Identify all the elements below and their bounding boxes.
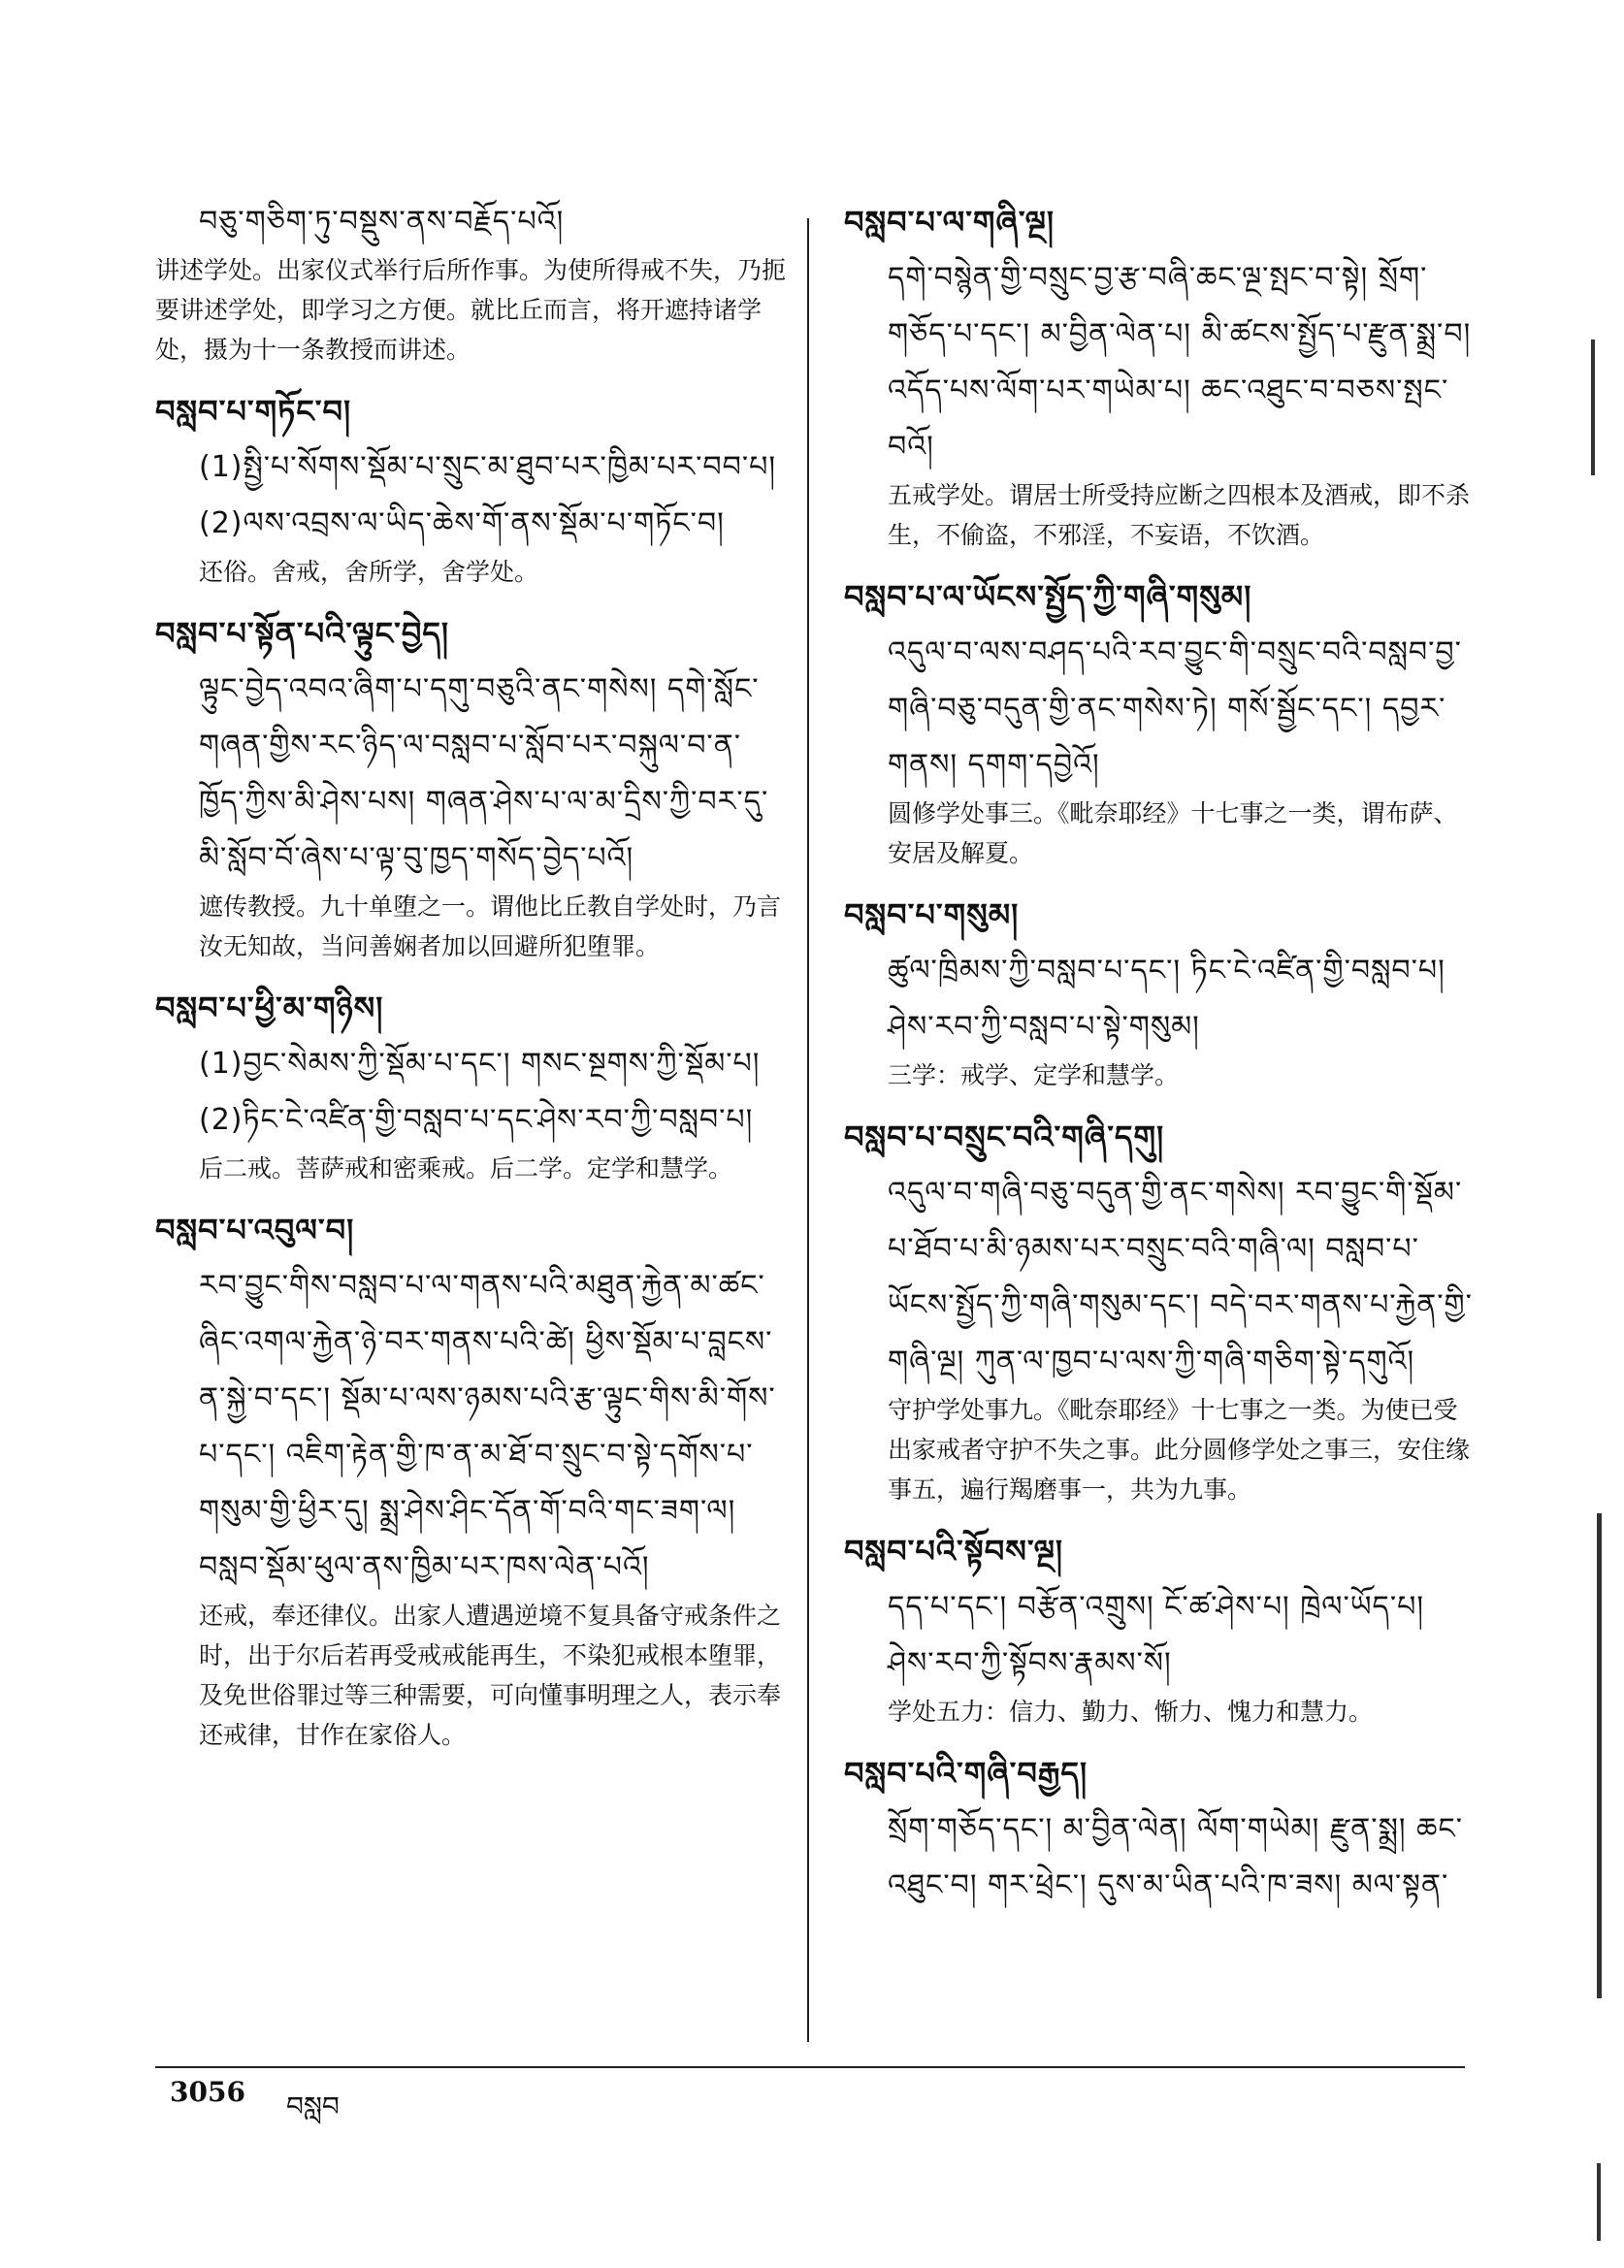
entry-body-tibetan: འདུལ་བ་གཞི་བཅུ་བདུན་གྱི་ནང་གསེས། རབ་བྱུང་གི་སྡོམ་པ་ཐོབ་པ་མི་ཉམས་པར་བསྲུང་བའི་གཞི་ལ། བསླབ་པ་ཡོངས་སྤྱོད་ཀྱི་གཞི་གསུམ་དང་། བདེ་བར་གནས་པ་རྐྱེན་གྱི་གཞི་ལྔ། ཀུན་ལ་ཁྱབ་པ་ལས་ཀྱི་གཞི་གཅིག་སྟེ་དགུའོ། [888,1176,1473,1378]
entry-11 [844,1745,1475,1914]
entry-body-chinese: 守护学处事九。《毗奈耶经》十七事之一类。为使已受出家戒者守护不失之事。此分圆修学处之事三，安住缘事五，遍行羯磨事一，共为九事。 [888,1396,1471,1504]
entry-body-tibetan: འདུལ་བ་ལས་བཤད་པའི་རབ་བྱུང་གི་བསྲུང་བའི་བསླབ་བྱ་གཞི་བཅུ་བདུན་གྱི་ནང་གསེས་ཏེ། གསོ་སྦྱོང་དང་། དབྱར་གནས། དགག་དབྱེའོ། [888,635,1462,782]
entry-headword: བསླབ་པ་ཕྱི་མ་གཉིས། [155,989,384,1026]
entry-body-tibetan: ཚུལ་ཁྲིམས་ཀྱི་བསླབ་པ་དང་། ཏིང་ངེ་འཛིན་གྱི་བསླབ་པ། ཤེས་རབ་ཀྱི་བསླབ་པ་སྟེ་གསུམ། [888,954,1445,1044]
entry-body-tibetan: (1)སྤྱི་པ་སོགས་སྡོམ་པ་སྲུང་མ་ཐུབ་པར་ཁྱིམ་པར་བབ་པ། (2)ལས་འབྲས་ལ་ཡིད་ཆེས་གོ་ནས་སྡོམ་པ་གཏོང་བ། [199,450,777,540]
scan-edge-mark [1597,2163,1601,2241]
footer-rule [155,2066,1465,2068]
entry-2 [155,383,786,592]
entry-9 [844,1109,1475,1509]
entry-headword: བསླབ་པ་བསྲུང་བའི་གཞི་དགུ། [844,1118,1165,1155]
entry-headword: བསླབ་པའི་གཞི་བརྒྱད། [844,1755,1088,1792]
entry-body-chinese: 讲述学处。出家仪式举行后所作事。为使所得戒不失，乃扼要讲述学处，即学习之方便。就比丘而言，将开遮持诸学处，摄为十一条教授而讲述。 [155,256,787,364]
entry-headword: བསླབ་པ་སྟོན་པའི་ལྟུང་བྱེད། [155,615,449,652]
scan-edge-mark [1597,1513,1602,1998]
entry-headword: བསླབ་པ་ལ་གཞི་ལྔ། [844,204,1056,241]
entry-body-tibetan: རབ་བྱུང་གིས་བསླབ་པ་ལ་གནས་པའི་མཐུན་རྐྱེན་མ་ཚང་ཞིང་འགལ་རྐྱེན་ཉེ་བར་གནས་པའི་ཚེ། ཕྱིས་སྡོམ་པ་བླངས་ན་སྐྱེ་བ་དང་། སྡོམ་པ་ལས་ཉམས་པའི་རྩ་ལྟུང་གིས་མི་གོས་པ་དང་། འཇིག་རྟེན་གྱི་ཁ་ན་མ་ཐོ་བ་སྲུང་བ་སྟེ་དགོས་པ་གསུམ་གྱི་ཕྱིར་དུ། སྨྲ་ཤེས་ཤིང་དོན་གོ་བའི་གང་ཟག་ལ། བསླབ་སྡོམ་ཕུལ་ནས་ཁྱིམ་པར་ཁས་ལེན་པའོ། [199,1269,776,1584]
entry-headword: བསླབ་པའི་སྟོབས་ལྔ། [844,1533,1064,1570]
entry-headword: བསླབ་པ་གསུམ། [844,896,1020,933]
entry-body-chinese: 遮传教授。九十单堕之一。谓他比丘教自学处时，乃言汝无知故，当问善娴者加以回避所犯堕罪。 [199,892,782,960]
entry-body-tibetan: བཅུ་གཅིག་ཏུ་བསྡུས་ནས་བརྗོད་པའོ། [199,205,565,239]
entry-8 [844,887,1475,1095]
entry-6 [844,194,1475,555]
entry-headword: བསླབ་པ་འབུལ་བ། [155,1212,355,1248]
entry-1 [155,194,786,370]
left-column [155,194,786,1768]
entry-body-chinese: 圆修学处事三。《毗奈耶经》十七事之一类，谓布萨、安居及解夏。 [888,799,1458,867]
entry-10 [844,1523,1475,1732]
entry-headword: བསླབ་པ་ལ་ཡོངས་སྤྱོད་ཀྱི་གཞི་གསུམ། [844,578,1252,615]
entry-body-chinese: 三学：戒学、定学和慧学。 [888,1061,1180,1089]
entry-7 [844,568,1475,873]
scan-edge-mark [1591,340,1595,475]
entry-body-tibetan: སྲོག་གཅོད་དང་། མ་བྱིན་ལེན། ལོག་གཡེམ། རྫུན་སྨྲ། ཆང་འཐུང་བ། གར་ཕྲེང་། དུས་མ་ཡིན་པའི་ཁ་ཟས། མལ་སྟན་ [888,1812,1464,1902]
entry-body-tibetan: དད་པ་དང་། བརྩོན་འགྲུས། ངོ་ཚ་ཤེས་པ། ཁྲེལ་ཡོད་པ། ཤེས་རབ་ཀྱི་སྟོབས་རྣམས་སོ། [888,1590,1425,1680]
running-head: བསླབ [286,2090,340,2122]
entry-body-chinese: 还俗。舍戒，舍所学，舍学处。 [199,558,539,586]
entry-5 [155,1202,786,1755]
entry-headword: བསླབ་པ་གཏོང་བ། [155,393,352,430]
entry-4 [155,980,786,1188]
entry-body-chinese: 后二戒。菩萨戒和密乘戒。后二学。定学和慧学。 [199,1154,733,1183]
entry-body-tibetan: ལྟུང་བྱེད་འབའ་ཞིག་པ་དགུ་བཅུའི་ནང་གསེས། དགེ་སློང་གཞན་གྱིས་རང་ཉིད་ལ་བསླབ་པ་སློབ་པར་བསྐུལ་བ་ན་ཁྱོད་ཀྱིས་མི་ཤེས་པས། གཞན་ཤེས་པ་ལ་མ་དྲིས་ཀྱི་བར་དུ་མི་སློབ་བོ་ཞེས་པ་ལྟ་བུ་ཁྱད་གསོད་བྱེད་པའོ། [199,672,769,875]
entry-body-chinese: 还戒，奉还律仪。出家人遭遇逆境不复具备守戒条件之时，出于尔后若再受戒戒能再生，不染犯戒根本堕罪，及免世俗罪过等三种需要，可向懂事明理之人，表示奉还戒律，甘作在家俗人。 [199,1602,782,1749]
entry-body-chinese: 五戒学处。谓居士所受持应断之四根本及酒戒，即不杀生，不偷盗，不邪淫，不妄语，不饮酒。 [888,481,1471,549]
right-column [844,194,1475,1928]
entry-body-tibetan: (1)བྱང་སེམས་ཀྱི་སྡོམ་པ་དང་། གསང་སྔགས་ཀྱི་སྡོམ་པ། (2)ཏིང་ངེ་འཛིན་གྱི་བསླབ་པ་དང་ཤེས་རབ་ཀྱི་བསླབ་པ། [199,1047,761,1137]
entry-body-chinese: 学处五力：信力、勤力、惭力、愧力和慧力。 [888,1698,1374,1726]
page-number: 3056 [170,2076,245,2108]
entry-body-tibetan: དགེ་བསྙེན་གྱི་བསྲུང་བྱ་རྩ་བཞི་ཆང་ལྔ་སྤང་བ་སྟེ། སྲོག་གཅོད་པ་དང་། མ་བྱིན་ལེན་པ། མི་ཚངས་སྤྱོད་པ་རྫུན་སྨྲ་བ། འདོད་པས་ལོག་པར་གཡེམ་པ། ཆང་འཐུང་བ་བཅས་སྤང་བའོ། [888,261,1472,464]
entry-3 [155,605,786,966]
column-divider [807,218,809,2042]
